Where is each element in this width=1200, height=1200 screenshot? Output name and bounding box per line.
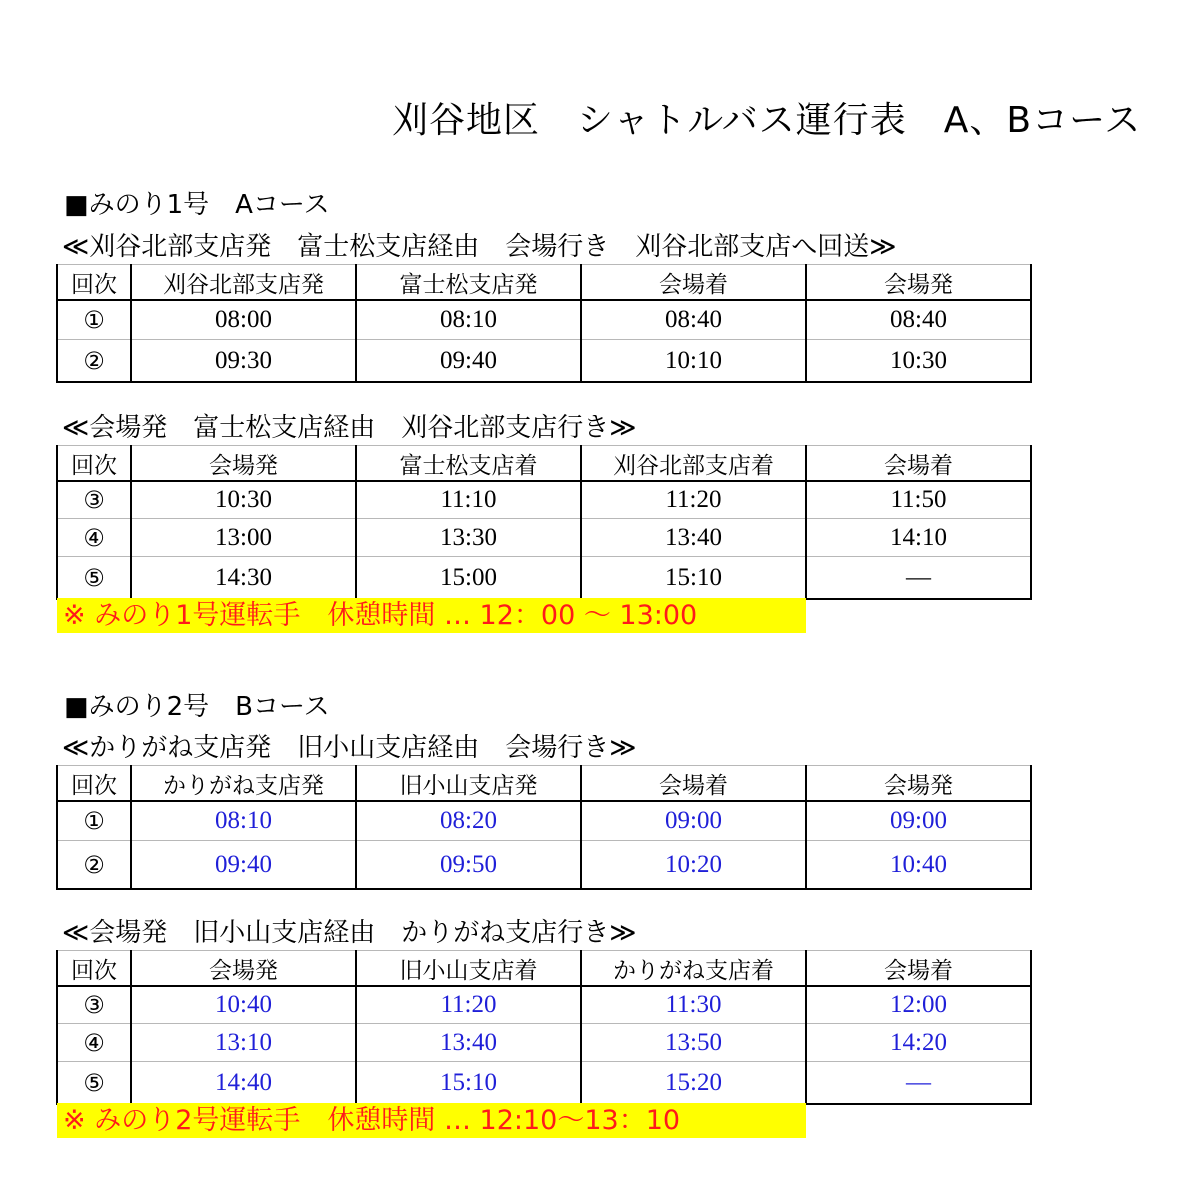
time-cell: 13:00 [131,519,356,557]
course-b-heading: ■みのり2号 Bコース [64,692,330,722]
time-cell: 09:40 [356,340,581,383]
course-a-inbound-route: ≪会場発 富士松支店経由 刈谷北部支店行き≫ [62,413,637,443]
course-a-break-note: ※ みのり1号運転手 休憩時間 … 12：00 ～ 13:00 [57,598,806,633]
time-cell: 10:30 [806,340,1031,383]
header-row [57,265,1031,301]
table-row [57,1024,1031,1062]
time-cell: 13:40 [581,519,806,557]
table-row [57,300,1031,340]
course-b-break-note: ※ みのり2号運転手 休憩時間 … 12:10～13：10 [57,1103,806,1138]
header-row [57,951,1031,987]
table-row [57,841,1031,890]
time-cell: 10:10 [581,340,806,383]
table-row [57,481,1031,519]
time-cell: 13:50 [581,1024,806,1062]
header-row [57,766,1031,802]
time-cell: 13:30 [356,519,581,557]
time-cell: 14:40 [131,1062,356,1105]
time-cell: 12:00 [806,986,1031,1024]
column-header: 会場着 [806,446,1031,482]
time-cell: 15:10 [581,557,806,600]
trip-number: ③ [57,986,131,1024]
time-cell: 09:50 [356,841,581,890]
column-header: 会場発 [806,766,1031,802]
time-cell: 15:10 [356,1062,581,1105]
trip-number: ③ [57,481,131,519]
trip-number: ① [57,801,131,841]
time-cell: 14:10 [806,519,1031,557]
time-cell: 09:40 [131,841,356,890]
time-cell: 10:20 [581,841,806,890]
column-header: 旧小山支店着 [356,951,581,987]
time-cell: 10:40 [131,986,356,1024]
time-cell: ― [806,557,1031,600]
trip-number: ② [57,340,131,383]
time-cell: 11:30 [581,986,806,1024]
time-cell: 09:30 [131,340,356,383]
page-title: 刈谷地区 シャトルバス運行表 A、Bコース [392,100,1142,141]
course-b-outbound-table [56,765,1032,890]
time-cell: 13:10 [131,1024,356,1062]
time-cell: 15:20 [581,1062,806,1105]
trip-number: ⑤ [57,557,131,600]
course-b-outbound-route: ≪かりがね支店発 旧小山支店経由 会場行き≫ [62,733,637,763]
table-row [57,519,1031,557]
time-cell: 14:30 [131,557,356,600]
column-header: 刈谷北部支店着 [581,446,806,482]
time-cell: 08:10 [131,801,356,841]
time-cell: 08:10 [356,300,581,340]
time-cell: 11:10 [356,481,581,519]
header-row [57,446,1031,482]
course-a-inbound-table [56,445,1032,600]
column-header: 回次 [57,766,131,802]
time-cell: 11:50 [806,481,1031,519]
time-cell: 08:40 [806,300,1031,340]
column-header: 会場着 [581,265,806,301]
column-header: 富士松支店着 [356,446,581,482]
column-header: 会場着 [806,951,1031,987]
course-b-inbound-route: ≪会場発 旧小山支店経由 かりがね支店行き≫ [62,918,637,948]
column-header: 会場着 [581,766,806,802]
time-cell: 11:20 [356,986,581,1024]
time-cell: 09:00 [806,801,1031,841]
time-cell: 15:00 [356,557,581,600]
column-header: かりがね支店発 [131,766,356,802]
column-header: かりがね支店着 [581,951,806,987]
time-cell: 08:00 [131,300,356,340]
column-header: 富士松支店発 [356,265,581,301]
table-row [57,801,1031,841]
column-header: 会場発 [131,446,356,482]
time-cell: 14:20 [806,1024,1031,1062]
table-row [57,986,1031,1024]
table-row [57,557,1031,600]
trip-number: ④ [57,519,131,557]
course-b-inbound-table [56,950,1032,1105]
column-header: 会場発 [806,265,1031,301]
column-header: 回次 [57,951,131,987]
table-row [57,1062,1031,1105]
trip-number: ④ [57,1024,131,1062]
course-a-outbound-table [56,264,1032,383]
course-a-heading: ■みのり1号 Aコース [64,190,330,220]
column-header: 回次 [57,265,131,301]
trip-number: ① [57,300,131,340]
course-a-outbound-route: ≪刈谷北部支店発 富士松支店経由 会場行き 刈谷北部支店へ回送≫ [62,232,897,262]
time-cell: 08:40 [581,300,806,340]
time-cell: 13:40 [356,1024,581,1062]
time-cell: ― [806,1062,1031,1105]
time-cell: 08:20 [356,801,581,841]
table-row [57,340,1031,383]
time-cell: 11:20 [581,481,806,519]
column-header: 旧小山支店発 [356,766,581,802]
column-header: 会場発 [131,951,356,987]
time-cell: 09:00 [581,801,806,841]
column-header: 刈谷北部支店発 [131,265,356,301]
time-cell: 10:40 [806,841,1031,890]
trip-number: ⑤ [57,1062,131,1105]
column-header: 回次 [57,446,131,482]
trip-number: ② [57,841,131,890]
time-cell: 10:30 [131,481,356,519]
